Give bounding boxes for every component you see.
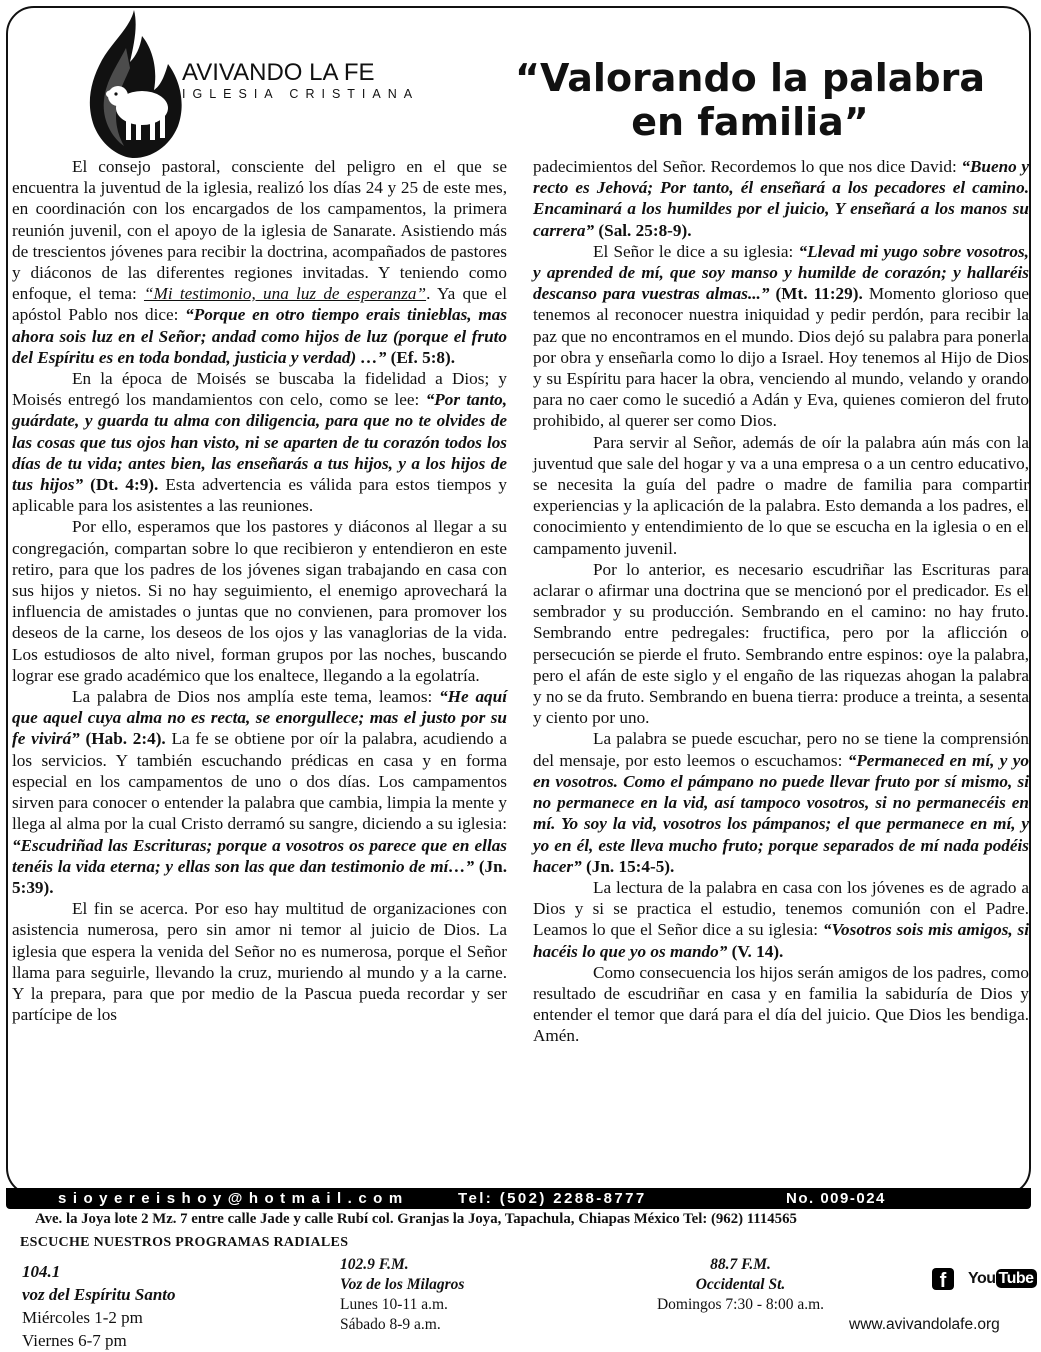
- text-run: “Escudriñad las Escrituras; porque a vosotros os parece que en ellas tenéis la vida eterna; y ellas son las que dan testimonio de mí…”: [12, 835, 507, 876]
- article-paragraph: [533, 241, 1029, 432]
- text-run: Por ello, esperamos que los pastores y diáconos al llegar a su congregación, compartan sobre lo que recibieron y entendieron en este retiro, para que los padres de los jóvenes sigan trabajando en casa con sus hijos y nietos. Si no hay seguimiento, el enemigo aprovechará la influencia de amistades o juntas que no convienen, para promover los deseos de la carne, los deseos de los ojos y las vanaglorias de la vida. Los estudiosos de alto nivel, forman grupos por las noches, buscando lograr ese grado académico que los enaltece, llegando a la egolatría.: [12, 517, 507, 685]
- radio-station-1: [22, 1260, 176, 1352]
- text-run: La palabra se puede escuchar, pero no se tiene la comprensión del mensaje, por esto leemos o escuchamos:: [533, 729, 1029, 770]
- station-time: Lunes 10-11 a.m.: [340, 1296, 448, 1313]
- text-run: . Ya que el apóstol Pablo nos dice:: [12, 284, 507, 325]
- station-frequency: 88.7 F.M.: [710, 1256, 771, 1273]
- youtube-you: You: [968, 1270, 996, 1287]
- youtube-tube: Tube: [996, 1269, 1037, 1288]
- text-run: El fin se acerca. Por eso hay multitud de organizaciones con asistencia numerosa, pero sin amor ni temor al juicio de Dios. La iglesia que espera la venida del Señor no es numerosa, porque el Señor llama para seguirle, llevando la cruz, muriendo al mundo y a la carne. Y la prepara, para que por medio de la Pascua pueda recordar y ser partícipe de los: [12, 899, 507, 1025]
- text-run: “Bueno y recto es Jehová; Por tanto, él enseñará a los pecadores el camino. Encaminará a los humildes por el juicio, Y enseñará a los manos su carrera”: [533, 157, 1029, 240]
- station-name: Occidental St.: [695, 1276, 786, 1293]
- article-paragraph: [533, 432, 1029, 559]
- article-paragraph: [12, 368, 507, 516]
- text-run: La lectura de la palabra en casa con los jóvenes es de agrado a Dios y si se practica el estudio, tenemos comunión con el Padre. Leamos lo que el Señor dice a su iglesia:: [533, 877, 1029, 940]
- text-run: “He aquí que aquel cuya alma no es recta, se enorgullece; mas el justo por su fe vivirá”: [12, 687, 507, 749]
- station-time: Domingos 7:30 - 8:00 a.m.: [656, 1296, 825, 1313]
- text-run: Momento glorioso que tenemos al reconocer nuestra iniquidad y pedir perdón, para recibir la paz que no encontramos en el mundo. Dios dejó su palabra para ponerla por obra y enseñarla como lo dijo a Israel. Hoy tenemos al Hijo de Dios y su Espíritu para hacer la obra, venciendo al mundo, velando y orando para no caer como le sucedió a Adán y Eva, quienes comieron del fruto prohibido, al querer ser como Dios.: [533, 284, 1030, 431]
- text-run: La fe se obtiene por oír la palabra, acudiendo a los servicios. Y también escuchando prédicas en casa y en forma especial en los campamentos de uno o dos días. Los campamentos sirven para conocer o entender la palabra que cambia, limpia la mente y llega al alma por la cual Cristo derramó su sangre, diciendo a su iglesia:: [12, 729, 507, 834]
- station-frequency: 102.9 F.M.: [340, 1256, 409, 1273]
- text-run: (Jn. 5:39).: [12, 856, 507, 897]
- article-paragraph: [533, 728, 1029, 876]
- radio-station-2: [340, 1255, 490, 1335]
- text-run: “Permaneced en mí, y yo en vosotros. Como el pámpano no puede llevar fruto por sí mismo, si no permanece en la vid, así tampoco vosotros, si no permanecéis en mí. Yo soy la vid, vosotros los pámpanos; el que permanece en mí, y yo en él, este lleva mucho fruto; porque separados de mí nada podéis hacer”: [533, 750, 1029, 876]
- article-paragraph: [533, 877, 1029, 962]
- text-run: “Por tanto, guárdate, y guarda tu alma con diligencia, para que no te olvides de las cosas que tus ojos han visto, ni se aparten de tu corazón todos los días de tu vida; antes bien, las enseñarás a tus hijos, y a los hijos de tus hijos”: [12, 390, 508, 495]
- text-run: Esta advertencia es válida para estos tiempos y aplicable para los asistentes a las reuniones.: [12, 475, 508, 516]
- text-run: (Jn. 15:4-5).: [581, 856, 675, 876]
- text-run: (V. 14).: [727, 941, 784, 961]
- radio-heading: ESCUCHE NUESTROS PROGRAMAS RADIALES: [20, 1235, 349, 1250]
- flame-lamb-logo: [72, 8, 192, 158]
- text-run: En la época de Moisés se buscaba la fidelidad a Dios; y Moisés entregó los mandamientos con celo, como se lee:: [12, 369, 507, 410]
- text-run: (Hab. 2:4).: [79, 729, 166, 749]
- radio-station-3: [638, 1255, 843, 1315]
- article-paragraph: [12, 686, 507, 898]
- text-run: “Llevad mi yugo sobre vosotros, y aprended de mí, que soy manso y humilde de corazón; y hallaréis descanso para vuestras almas...”: [533, 241, 1029, 304]
- article-paragraph: [533, 559, 1029, 729]
- article-column-right: [533, 156, 1029, 1047]
- text-run: “Mi testimonio, una luz de esperanza”: [143, 284, 427, 304]
- text-run: (Dt. 4:9).: [83, 475, 159, 495]
- station-time: Miércoles 1-2 pm: [22, 1308, 143, 1327]
- social-links: [932, 1268, 1037, 1290]
- title-line-2: en familia”: [631, 100, 869, 144]
- text-run: Por lo anterior, es necesario escudriñar las Escrituras para aclarar o afirmar una doctrina que se mencionó por el predicador. Es el sembrador y su producción. Sembrando en el camino: no hay fruto. Sembrando entre pedregales: fructifica, pero por la aflicción o persecución se pierde el fruto. Sembrando entre espinos: oye la palabra, pero el afán de este siglo y el engaño de las riquezas ahogan la palabra y no se da fruto. Sembrando en buena tierra: produce a treinta, a sesenta y ciento por uno.: [533, 559, 1029, 728]
- email-link[interactable]: sioyereishoy@hotmail.com: [58, 1190, 409, 1207]
- station-name: Voz de los Milagros: [340, 1276, 465, 1293]
- article-paragraph: [533, 156, 1029, 241]
- text-run: El Señor le dice a su iglesia:: [593, 241, 799, 261]
- address: Ave. la Joya lote 2 Mz. 7 entre calle Jade y calle Rubí col. Granjas la Joya, Tapachula, Chiapas México Tel: (962) 1114565: [35, 1211, 797, 1227]
- text-run: Como consecuencia los hijos serán amigos de los padres, como resultado de escudriñar en casa y en familia la sabiduría de Dios y entender el temor que dará para el día del juicio. Que Dios les bendiga. Amén.: [533, 962, 1029, 1046]
- text-run: (Sal. 25:8-9).: [594, 220, 692, 240]
- brand: [182, 60, 419, 102]
- article-paragraph: [12, 898, 507, 1025]
- article-paragraph: [12, 516, 507, 686]
- website-link[interactable]: www.avivandolafe.org: [849, 1316, 1000, 1333]
- text-run: padecimientos del Señor. Recordemos lo que nos dice David:: [533, 157, 962, 176]
- facebook-icon[interactable]: f: [932, 1268, 954, 1290]
- text-run: “Porque en otro tiempo erais tinieblas, mas ahora sois luz en el Señor; andad como hijos de luz (porque el fruto del Espíritu es en toda bondad, justicia y verdad) …”: [12, 305, 508, 367]
- article-column-left: [12, 156, 507, 1025]
- brand-subtitle: IGLESIA CRISTIANA: [182, 87, 420, 101]
- article-paragraph: [12, 156, 507, 368]
- article-title: [470, 56, 1030, 144]
- brand-name: AVIVANDO LA FE: [182, 59, 375, 86]
- text-run: El consejo pastoral, consciente del peligro en el que se encuentra la juventud de la iglesia, realizó los días 24 y 25 de este mes, en coordinación con los encargados de los campamentos, la primera reunión juvenil, con el apoyo de la iglesia de Sanarate. Asistiendo más de trescientos jóvenes para recibir la doctrina, acompañados de pastores y diáconos de las diferentes regiones invitadas. Y teniendo como enfoque, el tema:: [12, 157, 507, 304]
- issue-number: No. 009-024: [786, 1190, 886, 1207]
- text-run: “Vosotros sois mis amigos, si hacéis lo que yo os mando”: [533, 920, 1029, 961]
- text-run: La palabra de Dios nos amplía este tema, leamos:: [72, 687, 440, 707]
- text-run: Para servir al Señor, además de oír la palabra aún más con la juventud que sale del hogar y va a una empresa o a un centro educativo, se necesita la guía del padre o madre de familia para compartir experiencias y la aplicación de la palabra. Esto demanda a los padres, el conocimiento y entendimiento de lo que se escucha en la iglesia o en el campamento juvenil.: [533, 432, 1029, 558]
- text-run: (Mt. 11:29).: [769, 284, 863, 304]
- station-time: Sábado 8-9 a.m.: [340, 1316, 441, 1333]
- article-paragraph: [533, 962, 1029, 1047]
- station-frequency: 104.1: [22, 1262, 61, 1281]
- phone-number: Tel: (502) 2288-8777: [458, 1190, 647, 1207]
- contact-bar: [6, 1188, 1031, 1209]
- station-time: Viernes 6-7 pm: [22, 1331, 127, 1350]
- youtube-icon[interactable]: [968, 1270, 1037, 1288]
- text-run: (Ef. 5:8).: [386, 347, 456, 367]
- title-line-1: “Valorando la palabra: [514, 56, 986, 100]
- station-name: voz del Espíritu Santo: [22, 1285, 176, 1304]
